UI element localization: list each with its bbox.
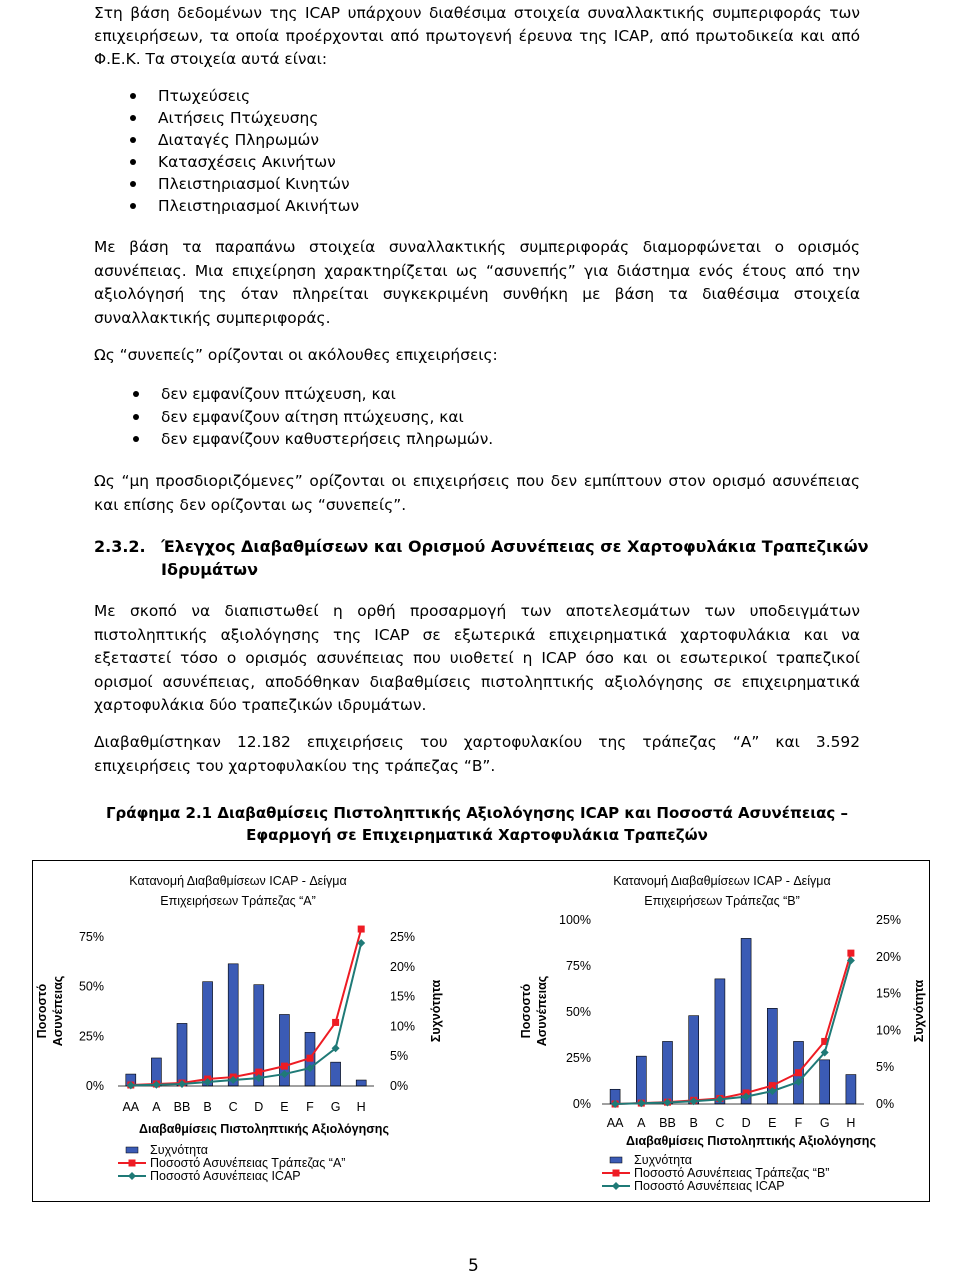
figure-caption-prefix: Γράφημα 2.1 [105, 804, 213, 822]
figure-caption-line-2: Εφαρμογή σε Επιχειρηματικά Χαρτοφυλάκια Τραπεζών [246, 826, 708, 844]
frequency-bar [741, 938, 751, 1104]
series-point [847, 950, 854, 957]
category-label: A [152, 1100, 161, 1114]
category-label: BB [659, 1116, 676, 1130]
frequency-bar [689, 1016, 699, 1104]
category-label: D [741, 1116, 751, 1130]
legend-label: Συχνότητα [150, 1143, 209, 1157]
intro-line-1: Στη βάση δεδομένων της ICAP υπάρχουν διαθέσιμα στοιχεία συναλλακτικής συμπεριφοράς των [94, 4, 860, 22]
chart-title-line-2: Επιχειρήσεων Τράπεζας “Β” [644, 894, 800, 908]
right-tick-label: 20% [390, 959, 416, 974]
legend-label: Ποσοστό Ασυνέπειας ICAP [150, 1169, 301, 1183]
legend-label: Ποσοστό Ασυνέπειας Τράπεζας “Α” [150, 1156, 346, 1170]
legend-marker [612, 1182, 620, 1190]
series-point [281, 1063, 288, 1070]
frequency-bar [663, 1041, 673, 1104]
legend-marker [129, 1160, 136, 1167]
intro-line-2: επιχειρήσεων, τα οποία προέρχονται από πρωτογενή έρευνα της ICAP, από πρωτοδικεία και από [94, 27, 860, 45]
category-label: D [254, 1100, 264, 1114]
left-tick-label: 25% [78, 1029, 104, 1044]
left-tick-label: 0% [85, 1079, 104, 1093]
legend-label: Ποσοστό Ασυνέπειας ICAP [634, 1179, 785, 1193]
x-axis-title: Διαβαθμίσεις Πιστοληπτικής Αξιολόγησης [626, 1134, 876, 1148]
right-tick-label: 15% [390, 989, 416, 1004]
category-label: B [203, 1100, 212, 1114]
right-tick-label: 25% [390, 930, 416, 944]
legend-marker [128, 1172, 136, 1180]
category-label: A [637, 1116, 646, 1130]
right-tick-label: 25% [876, 913, 902, 927]
frequency-bar [636, 1056, 646, 1104]
intro-line-3: Φ.Ε.Κ. Τα στοιχεία αυτά είναι: [94, 50, 328, 68]
left-tick-label: 0% [572, 1097, 591, 1111]
series-line [131, 943, 361, 1085]
category-label: BB [173, 1100, 191, 1114]
rated-paragraph: Διαβαθμίστηκαν 12.182 επιχειρήσεις του χαρτοφυλακίου της τράπεζας “Α” και 3.592 επιχειρήσεις του χαρτοφυλακίου της τράπεζας “Β”. [94, 733, 860, 775]
left-tick-label: 100% [559, 913, 591, 927]
right-tick-label: 15% [876, 986, 902, 1001]
right-tick-label: 0% [876, 1097, 895, 1111]
list-item: Κατασχέσεις Ακινήτων [130, 151, 730, 173]
list-item: δεν εμφανίζουν αίτηση πτώχευσης, και [133, 406, 733, 429]
series-point [332, 1019, 339, 1026]
left-tick-label: 25% [565, 1051, 591, 1065]
series-point [358, 926, 365, 933]
chart-title-line-1: Κατανομή Διαβαθμίσεων ICAP - Δείγμα [129, 874, 347, 888]
category-label: E [280, 1100, 289, 1114]
right-tick-label: 5% [390, 1049, 409, 1064]
category-label: C [715, 1116, 725, 1130]
purpose-paragraph: Με σκοπό να διαπιστωθεί η ορθή προσαρμογή των αποτελεσμάτων των υποδειγμάτων πιστοληπτικής αξιολόγησης της ICAP σε εξωτερικά επιχειρηματικά χαρτοφυλάκια και να εξεταστεί τόσο ο ορισμός ασυνέπειας που υιοθετεί η ICAP όσο και οι εσωτερικοί τραπεζικοί ορισμοί ασυνέπειας, αποδόθηκαν διαβαθμίσεις πιστοληπτικής αξιολόγησης σε επιχειρηματικά χαρτοφυλάκια δύο τραπεζικών ιδρυμάτων. [94, 602, 860, 714]
right-tick-label: 5% [876, 1060, 895, 1075]
left-tick-label: 75% [78, 930, 104, 944]
category-label: E [768, 1116, 777, 1130]
chart-title-line-2: Επιχειρήσεων Τράπεζας “Α” [160, 894, 316, 908]
list-item: Αιτήσεις Πτώχευσης [130, 107, 730, 129]
section-title-line-1: Έλεγχος Διαβαθμίσεων και Ορισμού Ασυνέπειας σε Χαρτοφυλάκια Τραπεζικών [161, 537, 869, 556]
undetermined-paragraph: Ως “μη προσδιοριζόμενες” ορίζονται οι επιχειρήσεις που δεν εμπίπτουν στον ορισμό ασυνέπειας και επίσης δεν ορίζονται ως “συνεπείς”. [94, 472, 860, 514]
legend-marker [613, 1170, 620, 1177]
page-number: 5 [468, 1256, 479, 1276]
legend-label: Συχνότητα [634, 1153, 693, 1167]
right-tick-label: 20% [876, 949, 902, 964]
series-line [615, 960, 851, 1104]
consistent-intro: Ως “συνεπείς” ορίζονται οι ακόλουθες επιχειρήσεις: [94, 346, 498, 364]
frequency-bar [356, 1080, 366, 1086]
category-label: G [819, 1116, 830, 1130]
chart-title-line-1: Κατανομή Διαβαθμίσεων ICAP - Δείγμα [613, 874, 831, 888]
list-item: Διαταγές Πληρωμών [130, 129, 730, 151]
list-item: Πλειστηριασμοί Κινητών [130, 173, 730, 195]
y-axis-left-title-line-1: Ποσοστό [35, 983, 49, 1039]
frequency-bar [331, 1062, 341, 1086]
category-label: AA [122, 1100, 140, 1114]
series-point [795, 1069, 802, 1076]
category-label: H [846, 1116, 856, 1130]
category-label: H [356, 1100, 366, 1114]
legend-swatch [126, 1147, 138, 1153]
y-axis-right-title: Συχνότητα [912, 979, 926, 1043]
y-axis-left-title-line-2: Ασυνέπειας [535, 975, 549, 1047]
default-definition-paragraph: Με βάση τα παραπάνω στοιχεία συναλλακτικής συμπεριφοράς διαμορφώνεται ο ορισμός ασυνέπειας. Μια επιχείρηση χαρακτηρίζεται ως “ασυνεπής” για διάστημα ενός έτους από την αξιολόγησή της όταν πληρείται συγκεκριμένη συνθήκη με βάση τα διαθέσιμα στοιχεία συναλλακτικής συμπεριφοράς. [94, 238, 860, 327]
legend-swatch [610, 1157, 622, 1163]
legend-label: Ποσοστό Ασυνέπειας Τράπεζας “Β” [634, 1166, 830, 1180]
list-item: δεν εμφανίζουν πτώχευση, και [133, 383, 733, 406]
series-line [615, 953, 851, 1104]
right-tick-label: 10% [390, 1019, 416, 1034]
left-tick-label: 75% [565, 959, 591, 973]
frequency-bar [846, 1075, 856, 1104]
right-tick-label: 10% [876, 1023, 902, 1038]
section-title-line-2: Ιδρυμάτων [161, 560, 258, 579]
section-number: 2.3.2. [94, 537, 146, 556]
category-label: B [689, 1116, 698, 1130]
y-axis-left-title-line-1: Ποσοστό [519, 983, 533, 1039]
frequency-bar [177, 1023, 187, 1086]
frequency-bar [228, 964, 238, 1086]
category-label: C [228, 1100, 238, 1114]
category-label: AA [606, 1116, 624, 1130]
frequency-bar [820, 1060, 830, 1104]
left-tick-label: 50% [78, 979, 104, 994]
category-label: F [306, 1100, 314, 1114]
y-axis-left-title-line-2: Ασυνέπειας [51, 975, 65, 1047]
list-item: δεν εμφανίζουν καθυστερήσεις πληρωμών. [133, 428, 733, 451]
series-point [307, 1055, 314, 1062]
frequency-bar [715, 979, 725, 1104]
list-item: Πτωχεύσεις [130, 85, 730, 107]
right-tick-label: 0% [390, 1079, 409, 1093]
list-item: Πλειστηριασμοί Ακινήτων [130, 195, 730, 217]
frequency-bar [203, 982, 213, 1086]
figure-caption-line-1: Διαβαθμίσεις Πιστοληπτικής Αξιολόγησης ICAP και Ποσοστά Ασυνέπειας – [217, 804, 849, 822]
x-axis-title: Διαβαθμίσεις Πιστοληπτικής Αξιολόγησης [139, 1122, 389, 1136]
category-label: G [330, 1100, 341, 1114]
series-line [131, 929, 361, 1085]
category-label: F [794, 1116, 803, 1130]
left-tick-label: 50% [565, 1005, 591, 1019]
y-axis-right-title: Συχνότητα [429, 979, 443, 1043]
